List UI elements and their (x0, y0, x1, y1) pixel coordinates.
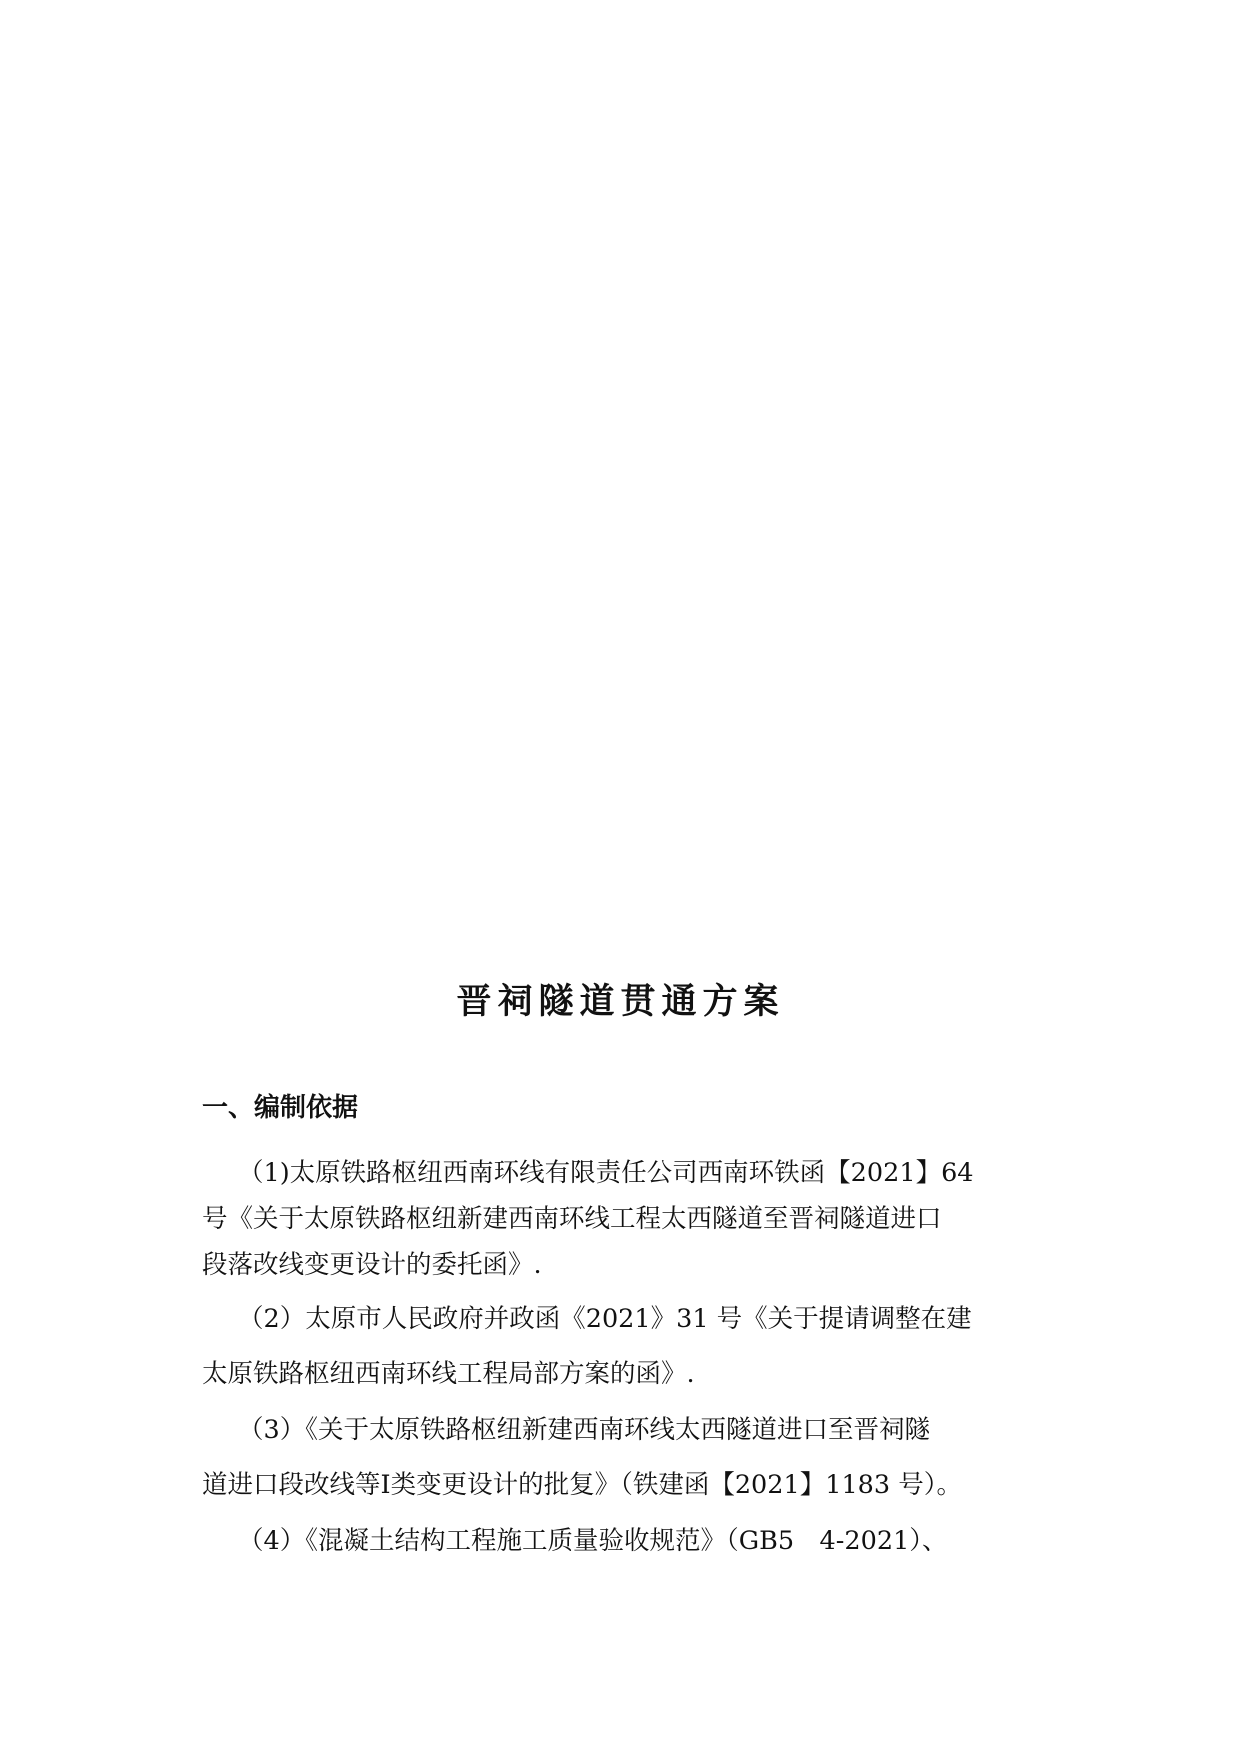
paragraph-line: 道进口段改线等Ⅰ类变更设计的批复》（铁建函【2021】1183 号）。 (202, 1470, 962, 1500)
paragraph-line: （4）《混凝土结构工程施工质量验收规范》（GB5 4-2021）、 (238, 1526, 948, 1556)
paragraph-line: （2）太原市人民政府并政函《2021》31 号《关于提请调整在建 (238, 1304, 972, 1334)
paragraph-line: 号《关于太原铁路枢纽新建西南环线工程太西隧道至晋祠隧道进口 (202, 1204, 942, 1234)
paragraph-line: （1)太原铁路枢纽西南环线有限责任公司西南环铁函【2021】64 (238, 1158, 974, 1188)
paragraph-line: 段落改线变更设计的委托函》. (202, 1250, 542, 1280)
paragraph-line: 太原铁路枢纽西南环线工程局部方案的函》. (202, 1359, 695, 1389)
document-title: 晋祠隧道贯通方案 (456, 982, 785, 1022)
section-heading-basis: 一、编制依据 (202, 1093, 359, 1123)
paragraph-line: （3）《关于太原铁路枢纽新建西南环线太西隧道进口至晋祠隧 (238, 1415, 930, 1445)
